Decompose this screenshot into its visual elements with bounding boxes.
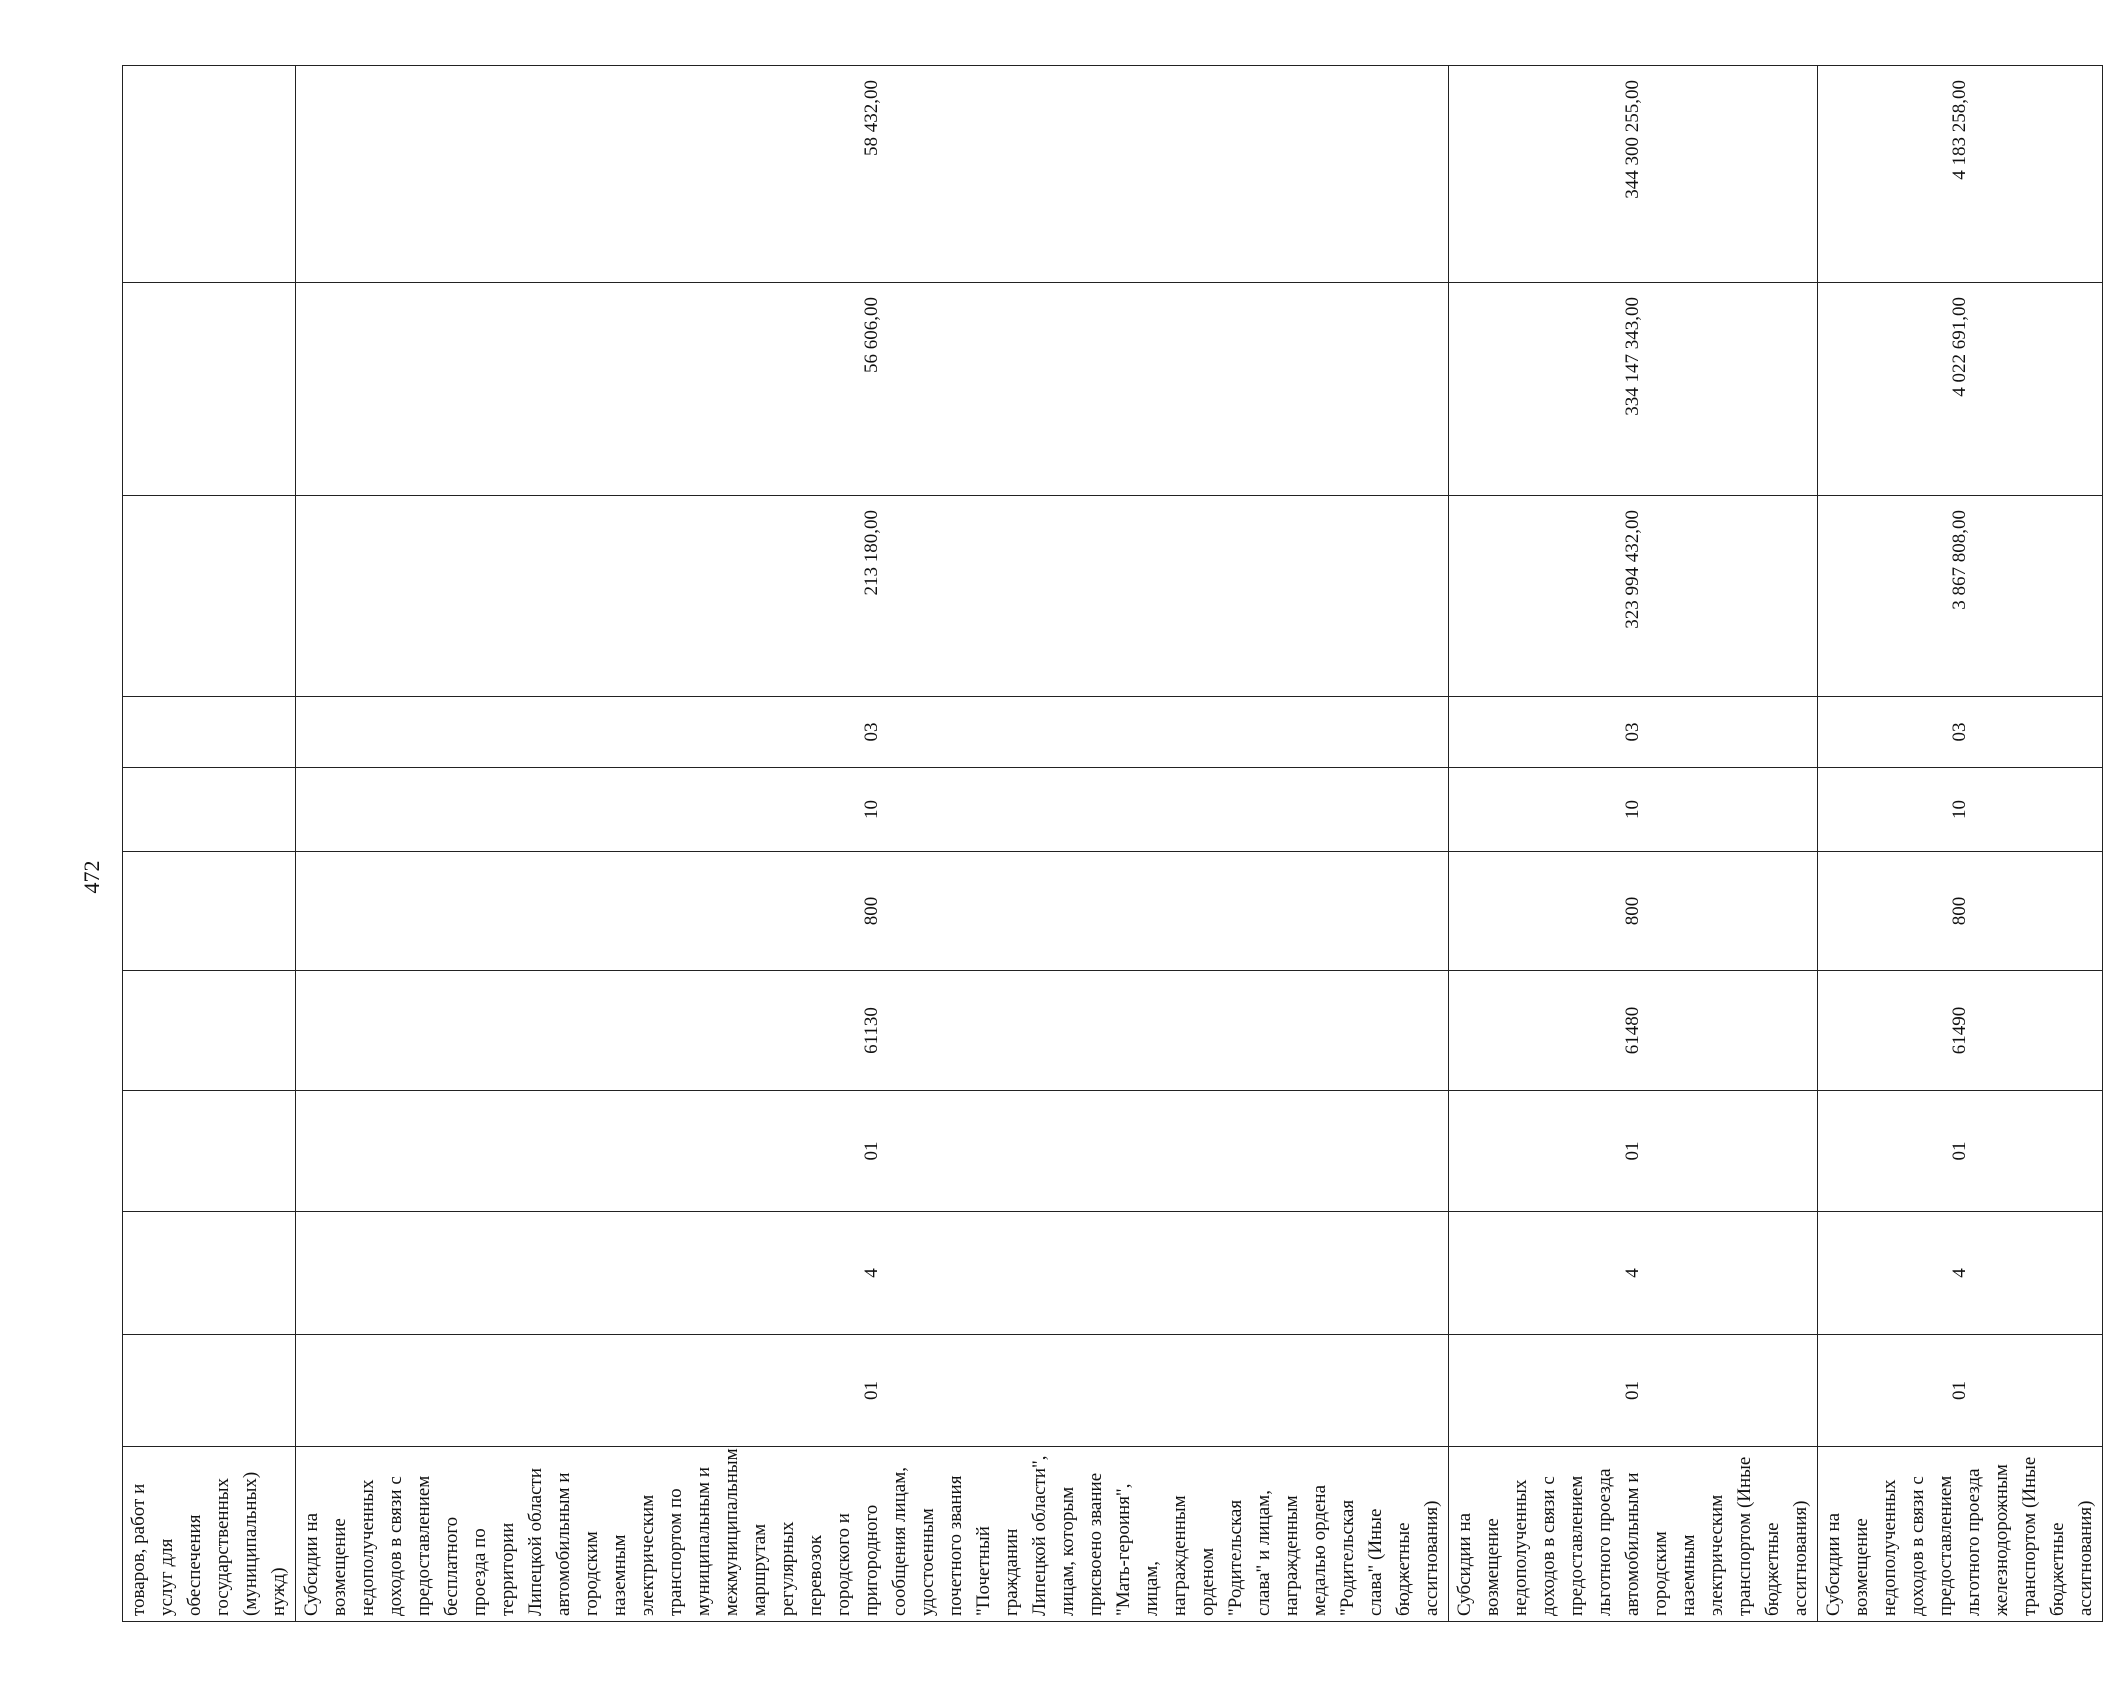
row-code-1: 01 xyxy=(1818,1335,2103,1447)
row-name: товаров, работ и услуг для обеспечения государственных (муниципальных) нужд) xyxy=(123,1447,296,1622)
table-row xyxy=(1818,66,2103,1622)
row-value-2 xyxy=(123,283,296,496)
row-code-3: 01 xyxy=(1818,1091,2103,1212)
table-row xyxy=(1449,66,1818,1622)
row-name: Субсидии на возмещение недополученных доходов в связи с предоставлением льготного проезда автомобильным и городским наземным электрическим транспортом (Иные бюджетные ассигнования) xyxy=(1449,1447,1818,1622)
row-name: Субсидии на возмещение недополученных доходов в связи с предоставлением бесплатного проезда по территории Липецкой области автомобильным и городским наземным электрическим транспортом по муниципальным и межмуниципальным маршрутам регулярных перевозок городского и пригородного сообщения лицам, удостоенным почетного звания "Почетный гражданин Липецкой области", лицам, которым присвоено звание "Мать-героиня", лицам, награжденным орденом "Родительская слава" и лицам, награжденным медалью ордена "Родительская слава" (Иные бюджетные ассигнования) xyxy=(296,1447,1449,1622)
row-code-6: 10 xyxy=(1818,768,2103,852)
row-code-6: 10 xyxy=(1449,768,1818,852)
row-value-1 xyxy=(123,496,296,697)
row-value-3: 58 432,00 xyxy=(296,66,1449,283)
row-code-2: 4 xyxy=(296,1212,1449,1335)
row-code-5 xyxy=(123,852,296,971)
row-code-1: 01 xyxy=(296,1335,1449,1447)
budget-table xyxy=(122,65,2103,1622)
page-number: 472 xyxy=(79,860,104,894)
row-code-4 xyxy=(123,971,296,1091)
row-code-6: 10 xyxy=(296,768,1449,852)
row-value-1: 3 867 808,00 xyxy=(1818,496,2103,697)
row-value-2: 4 022 691,00 xyxy=(1818,283,2103,496)
row-value-2: 56 606,00 xyxy=(296,283,1449,496)
row-code-4: 61490 xyxy=(1818,971,2103,1091)
row-code-2: 4 xyxy=(1818,1212,2103,1335)
row-code-7 xyxy=(123,697,296,768)
row-code-1 xyxy=(123,1335,296,1447)
row-code-5: 800 xyxy=(296,852,1449,971)
row-value-1: 323 994 432,00 xyxy=(1449,496,1818,697)
row-code-2: 4 xyxy=(1449,1212,1818,1335)
row-code-3: 01 xyxy=(1449,1091,1818,1212)
row-code-7: 03 xyxy=(1449,697,1818,768)
row-name: Субсидии на возмещение недополученных доходов в связи с предоставлением льготного проезда железнодорожным транспортом (Иные бюджетные ассигнования) xyxy=(1818,1447,2103,1622)
row-value-2: 334 147 343,00 xyxy=(1449,283,1818,496)
row-code-5: 800 xyxy=(1449,852,1818,971)
row-code-7: 03 xyxy=(1818,697,2103,768)
row-code-7: 03 xyxy=(296,697,1449,768)
row-value-1: 213 180,00 xyxy=(296,496,1449,697)
row-code-3 xyxy=(123,1091,296,1212)
row-value-3: 4 183 258,00 xyxy=(1818,66,2103,283)
row-code-4: 61480 xyxy=(1449,971,1818,1091)
row-code-2 xyxy=(123,1212,296,1335)
row-code-6 xyxy=(123,768,296,852)
row-code-1: 01 xyxy=(1449,1335,1818,1447)
row-code-4: 61130 xyxy=(296,971,1449,1091)
row-code-5: 800 xyxy=(1818,852,2103,971)
table-row xyxy=(296,66,1449,1622)
row-value-3 xyxy=(123,66,296,283)
row-code-3: 01 xyxy=(296,1091,1449,1212)
row-value-3: 344 300 255,00 xyxy=(1449,66,1818,283)
budget-table-rotated xyxy=(122,66,2096,1622)
table-row xyxy=(123,66,296,1622)
